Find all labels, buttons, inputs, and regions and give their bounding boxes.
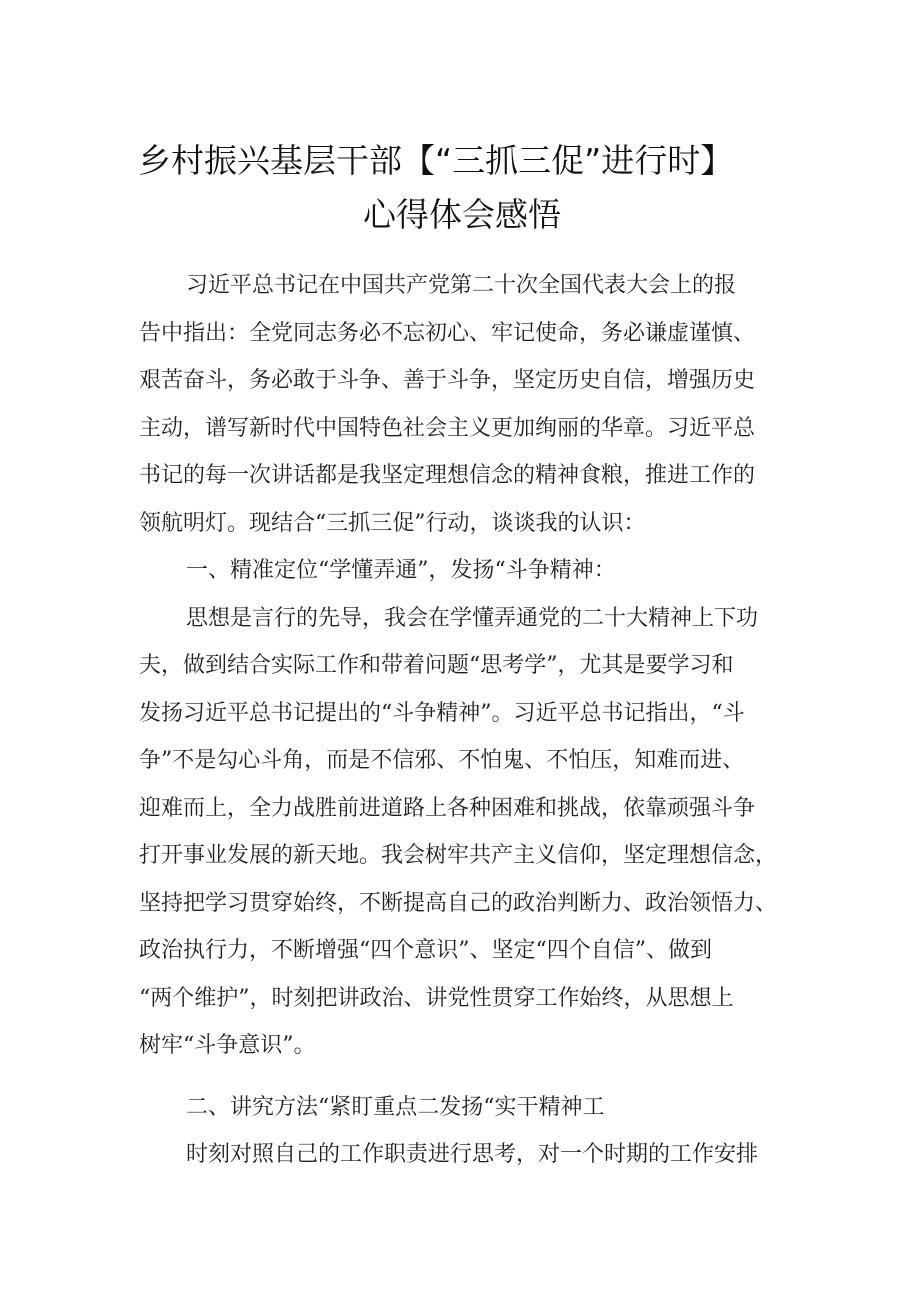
document-body [0,262,920,1179]
section-heading-1: 一、精准定位“学懂弄通”，发扬“斗争精神： [186,558,616,583]
paragraph-line: 告中指出：全党同志务必不忘初心、牢记使命，务必谦虚谨慎、 [139,320,756,346]
paragraph-line: 打开事业发展的新天地。我会树牢共产主义信仰，坚定理想信念， [139,843,778,868]
document-title-line-2: 心得体会感悟 [363,195,561,234]
section-heading-2: 二、讲究方法“紧盯重点二发扬“实干精神工 [186,1094,605,1120]
paragraph-line: 习近平总书记在中国共产党第二十次全国代表大会上的报 [186,273,737,298]
paragraph-line: 坚持把学习贯穿始终，不断提高自己的政治判断力、政治领悟力、 [139,890,778,916]
document-title-line-1: 乡村振兴基层干部【“三抓三促”进行时】 [138,141,734,180]
paragraph-line: 领航明灯。现结合“三抓三促”行动，谈谈我的认识： [139,510,646,536]
paragraph-line: 政治执行力，不断增强“四个意识”、坚定“四个自信”、做到 [139,938,712,963]
paragraph-line: 迎难而上，全力战胜前进道路上各种困难和挑战，依靠顽强斗争 [139,795,756,821]
paragraph-line: 主动，谱写新时代中国特色社会主义更加绚丽的华章。习近平总 [139,415,756,441]
paragraph-line: 思想是言行的先导，我会在学懂弄通党的二十大精神上下功 [186,605,759,631]
paragraph-line: 时刻对照自己的工作职责进行思考，对一个时期的工作安排 [186,1142,759,1167]
paragraph-line: “两个维护”，时刻把讲政治、讲党性贯穿工作始终，从思想上 [139,985,734,1011]
paragraph-line: 艰苦奋斗，务必敢于斗争、善于斗争，坚定历史自信，增强历史 [139,368,756,393]
paragraph-line: 争”不是勾心斗角，而是不信邪、不怕鬼、不怕压，知难而进、 [139,748,745,773]
paragraph-line: 发扬习近平总书记提出的“斗争精神”。习近平总书记指出，“斗 [139,700,745,726]
paragraph-line: 书记的每一次讲话都是我坚定理想信念的精神食粮，推进工作的 [139,463,756,488]
paragraph-line: 树牢“斗争意识”。 [139,1033,316,1058]
paragraph-line: 夫，做到结合实际工作和带着问题“思考学”，尤其是要学习和 [139,653,734,678]
paragraph-gap [0,1070,920,1084]
